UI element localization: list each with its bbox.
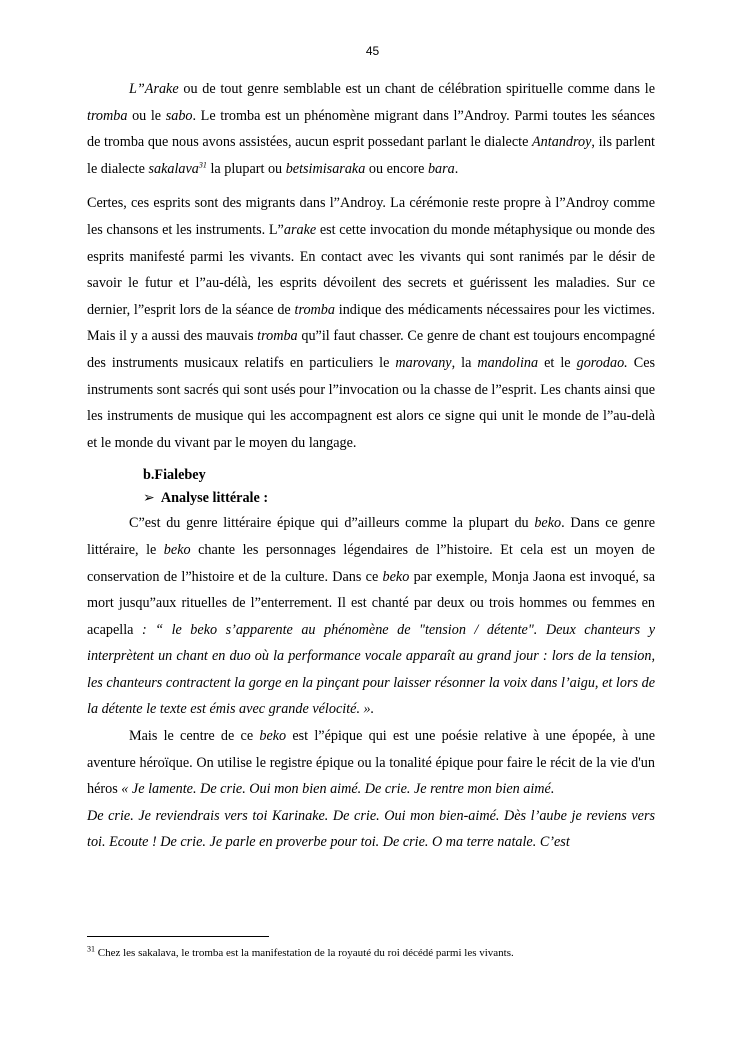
footnote-separator xyxy=(87,936,269,937)
footnote-mark: 31 xyxy=(87,944,95,954)
body-text xyxy=(87,76,655,856)
paragraph-arake-intro: L”Arake ou de tout genre semblable est un chant de célébration spirituelle comme dans le tromba ou le sabo. Le tromba est un phénomène migrant dans l”Androy. Parmi toutes les séances de tromba que nous avons assistées, aucun esprit possedant parlant le dialecte Antandroy, ils parlent le dialecte sakalava$^{31}$ la plupart ou betsimisaraka ou encore bara. xyxy=(87,81,655,177)
footnote: $^{31}$ Chez les sakalava, le tromba est la manifestation de la royauté du roi décédé parmi les vivants. xyxy=(87,944,514,959)
footnote-reference: 31 xyxy=(198,160,207,170)
paragraph-genre-epique: C”est du genre littéraire épique qui d”ailleurs comme la plupart du beko. Dans ce genre littéraire, le beko chante les personnages légendaires de l”histoire. Et cela est un moyen de conservation de l”histoire et de la culture. Dans ce beko par exemple, Monja Jaona est invoqué, sa mort jusqu”aux rituelles de l”enterrement. Il est chanté par deux ou trois hommes ou femmes en acapella : “ le beko s’apparente au phénomène de "tension / détente". Deux chanteurs y interprètent un chant en duo où la performance vocale apparaît au grand jour : lors de la tension, les chanteurs contractent la gorge en la pinçant pour laisser résonner la voix dans l’aigu, et lors de la détente le texte est émis avec grande vélocité. ». xyxy=(87,515,656,718)
section-heading: b.Fialebey xyxy=(143,467,206,484)
arrow-bullet-icon: ➢ xyxy=(143,490,155,507)
paragraph-esprits-migrants: Certes, ces esprits sont des migrants dans l”Androy. La cérémonie reste propre à l”Androy comme les chansons et les instruments. L”arake est cette invocation du monde métaphysique ou monde des esprits manifesté parmi les vivants. En contact avec les vivants qui sont ranimés par le désir de savoir le futur et l”au-délà, les esprits dévoilent des secrets et guérissent les maladies. Sur ce dernier, l”esprit lors de la séance de tromba indique des médicaments nécessaires pour les victimes. Mais il y a aussi des mauvais tromba qu”il faut chasser. Ce genre de chant est toujours encompagné des instruments musicaux relatifs en particuliers le marovany, la mandolina et le gorodao. Ces instruments sont sacrés qui sont usés pour l”invocation ou la chasse de l”esprit. Les chants ainsi que les instruments de musique qui les accompagnent est alors ce signe qui unit le monde de l”au-delà et le monde du vivant par le moyen du langage. xyxy=(87,195,656,451)
page-number: 45 xyxy=(365,44,380,58)
paragraph-centre-beko: Mais le centre de ce beko est l”épique qui est une poésie relative à une épopée, à une aventure héroïque. On utilise le registre épique ou la tonalité épique pour faire le récit de la vie d'un héros « Je lamente. De crie. Oui mon bien aimé. De crie. Je rentre mon bien aimé. De crie. Je reviendrais vers toi Karinake. De crie. Oui mon bien-aimé. Dès l’aube je reviens vers toi. Ecoute ! De crie. Je parle en proverbe pour toi. De crie. O ma terre natale. C’est xyxy=(87,728,655,851)
subsection-heading: ➢ Analyse littérale : xyxy=(143,490,269,507)
